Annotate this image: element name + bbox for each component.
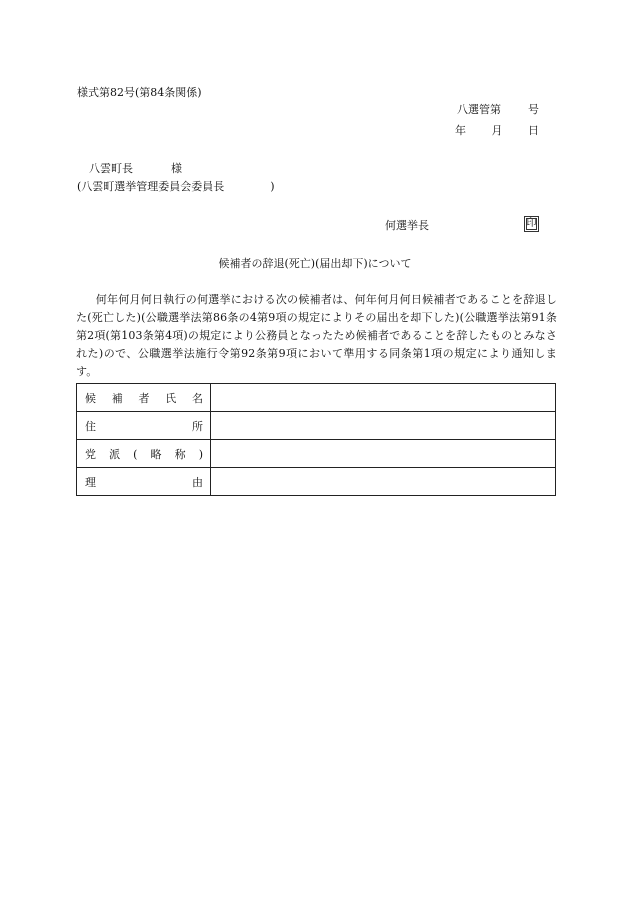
row-label-candidate-name: 候補者氏名	[77, 384, 211, 412]
form-number: 様式第82号(第84条関係)	[77, 86, 202, 99]
row-label-reason: 理由	[77, 468, 211, 496]
sender-title: 何選挙長	[385, 219, 429, 232]
document-number-suffix: 号	[528, 103, 539, 116]
document-number-prefix: 八選管第	[457, 103, 501, 116]
addressee-title: 八雲町長	[89, 162, 133, 175]
date-day: 日	[528, 124, 539, 137]
row-value-party[interactable]	[211, 440, 556, 468]
addressee	[89, 162, 182, 176]
row-value-reason[interactable]	[211, 468, 556, 496]
date-year: 年	[455, 124, 466, 137]
row-label-address: 住所	[77, 412, 211, 440]
candidate-info-table	[76, 383, 556, 496]
document-number	[457, 103, 539, 117]
row-value-address[interactable]	[211, 412, 556, 440]
addressee-alt-open: (八雲町選挙管理委員会委員長	[77, 180, 225, 193]
row-label-party: 党派(略称)	[77, 440, 211, 468]
date-month: 月	[491, 124, 503, 137]
table-row	[77, 384, 556, 412]
addressee-alt	[77, 180, 275, 194]
seal-mark: 印	[524, 216, 539, 232]
addressee-alt-close: )	[270, 180, 275, 193]
document-date	[455, 124, 539, 138]
body-text: 何年何月何日執行の何選挙における次の候補者は、何年何月何日候補者であることを辞退した(死亡した)(公職選挙法第86条の4第9項の規定によりその届出を却下した)(公職選挙法第91条第2項(第103条第4項)の規定により公務員となったため候補者であることを辞したものとみなされた)ので、公職選挙法施行令第92条第9項において準用する同条第1項の規定により通知します。	[76, 293, 557, 378]
document-subject: 候補者の辞退(死亡)(届出却下)について	[218, 257, 412, 270]
table-row	[77, 440, 556, 468]
addressee-honorific: 様	[171, 162, 182, 175]
table-row	[77, 468, 556, 496]
row-value-candidate-name[interactable]	[211, 384, 556, 412]
table-row	[77, 412, 556, 440]
